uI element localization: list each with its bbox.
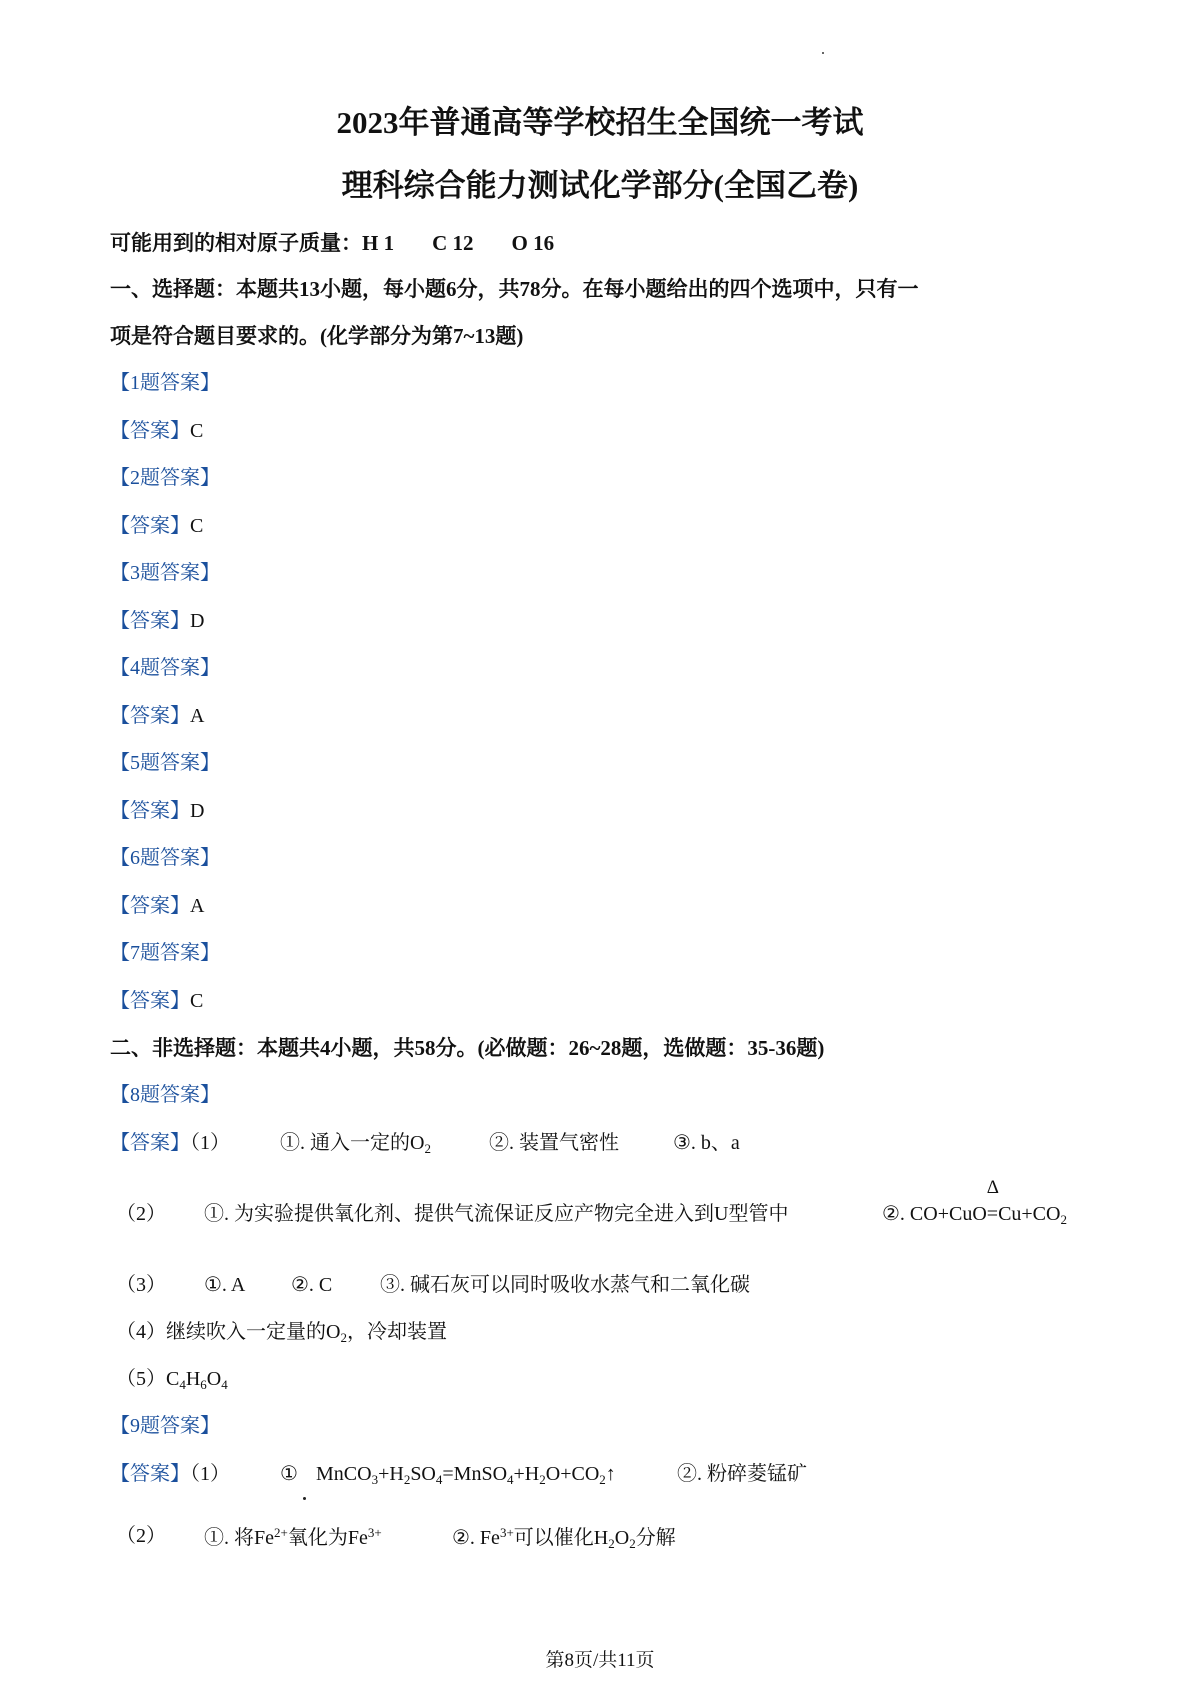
answer-bracket: 【答案】: [110, 420, 190, 442]
q9-p2-a: ①. 将$Fe^{2+}$氧化为$Fe^{3+}$: [204, 1525, 382, 1549]
q8-p2-a: ①. 为实验提供氧化剂、提供气流保证反应产物完全进入到U型管中: [204, 1203, 789, 1225]
q2-answer: [110, 516, 203, 536]
answer-value: D: [190, 610, 205, 632]
q8-p1-c: ③. b、a: [673, 1132, 740, 1154]
q5-label: 【5题答案】: [110, 752, 220, 774]
q3-answer: [110, 611, 204, 631]
part-number: （1）: [190, 1132, 230, 1154]
q9-label: 【9题答案】: [110, 1415, 220, 1437]
atomic-mass-c: C 12: [432, 231, 474, 255]
answer-value: D: [190, 800, 205, 822]
answer-bracket: 【答案】: [110, 800, 190, 822]
part-number: （1）: [190, 1463, 230, 1485]
exam-subtitle: 理科综合能力测试化学部分(全国乙卷): [341, 168, 859, 203]
q8-p3-b: ②. C: [291, 1274, 333, 1296]
q8-p3-c: ③. 碱石灰可以同时吸收水蒸气和二氧化碳: [380, 1274, 750, 1296]
q8-p1-b: ②. 装置气密性: [489, 1132, 619, 1154]
heating-equals-sign: Δ =: [986, 1177, 999, 1225]
exam-title: 2023年普通高等学校招生全国统一考试: [336, 105, 864, 140]
answer-bracket: 【答案】: [110, 1132, 190, 1154]
answer-bracket: 【答案】: [110, 990, 190, 1012]
q8-p2-b: ②. CO+CuO Δ $=Cu+CO_2$: [882, 1177, 1067, 1227]
answer-bracket: 【答案】: [110, 895, 190, 917]
q9-p1-mark: ①: [280, 1463, 298, 1485]
delta-symbol: Δ: [986, 1177, 999, 1198]
q8-part5: $(5)C_4H_6O_4$: [116, 1368, 228, 1392]
q8-p3-a: ①. A: [204, 1274, 246, 1296]
scan-speck: [822, 52, 824, 54]
q9-p1-equation: $MnCO_3+H_2SO_4=MnSO_4+H_2O+CO_2↑$: [316, 1463, 616, 1487]
answer-bracket: 【答案】: [110, 515, 190, 537]
answer-value: A: [190, 705, 205, 727]
q7-answer: [110, 991, 203, 1011]
q5-answer: [110, 801, 204, 821]
q8-part1: [110, 1133, 230, 1153]
q2-label: 【2题答案】: [110, 467, 220, 489]
q8-label: 【8题答案】: [110, 1084, 220, 1106]
q9-part2-number: （2）: [116, 1525, 166, 1547]
q8-part3-number: （3）: [116, 1274, 166, 1296]
q6-answer: [110, 896, 204, 916]
q9-part1: [110, 1464, 230, 1484]
answer-value: C: [190, 420, 204, 442]
q7-label: 【7题答案】: [110, 942, 220, 964]
atomic-mass-o: O 16: [511, 231, 555, 255]
q1-label: 【1题答案】: [110, 372, 220, 394]
q8-part4: （4）继续吹入一定量的$O_2$，冷却装置: [116, 1321, 447, 1345]
section1-heading-line1: 一、选择题：本题共13小题，每小题6分，共78分。在每小题给出的四个选项中，只有一: [110, 277, 919, 301]
answer-bracket: 【答案】: [110, 705, 190, 727]
atomic-mass-line: [110, 233, 554, 254]
q8-p1-a: ①. 通入一定的$O_2$: [280, 1132, 431, 1156]
section2-heading: 二、非选择题：本题共4小题，共58分。(必做题：26~28题，选做题：35-36题): [110, 1036, 825, 1060]
section1-heading-line2: 项是符合题目要求的。(化学部分为第7~13题): [110, 324, 524, 348]
atomic-mass-h: H 1: [362, 231, 395, 255]
answer-value: C: [190, 515, 204, 537]
answer-bracket: 【答案】: [110, 1463, 190, 1485]
scan-dot: [303, 1497, 306, 1500]
q3-label: 【3题答案】: [110, 562, 220, 584]
atomic-mass-label: 可能用到的相对原子质量：: [110, 231, 362, 255]
q9-p1-b: ②. 粉碎菱锰矿: [677, 1463, 807, 1485]
q4-answer: [110, 706, 204, 726]
q6-label: 【6题答案】: [110, 847, 220, 869]
page-footer: 第8页/共11页: [545, 1650, 655, 1671]
q4-label: 【4题答案】: [110, 657, 220, 679]
answer-value: C: [190, 990, 204, 1012]
answer-bracket: 【答案】: [110, 610, 190, 632]
answer-value: A: [190, 895, 205, 917]
q1-answer: [110, 421, 203, 441]
q8-part2-number: （2）: [116, 1203, 166, 1225]
q9-p2-b: ②. $Fe^{3+}$可以催化$H_2O_2$分解: [452, 1525, 676, 1551]
